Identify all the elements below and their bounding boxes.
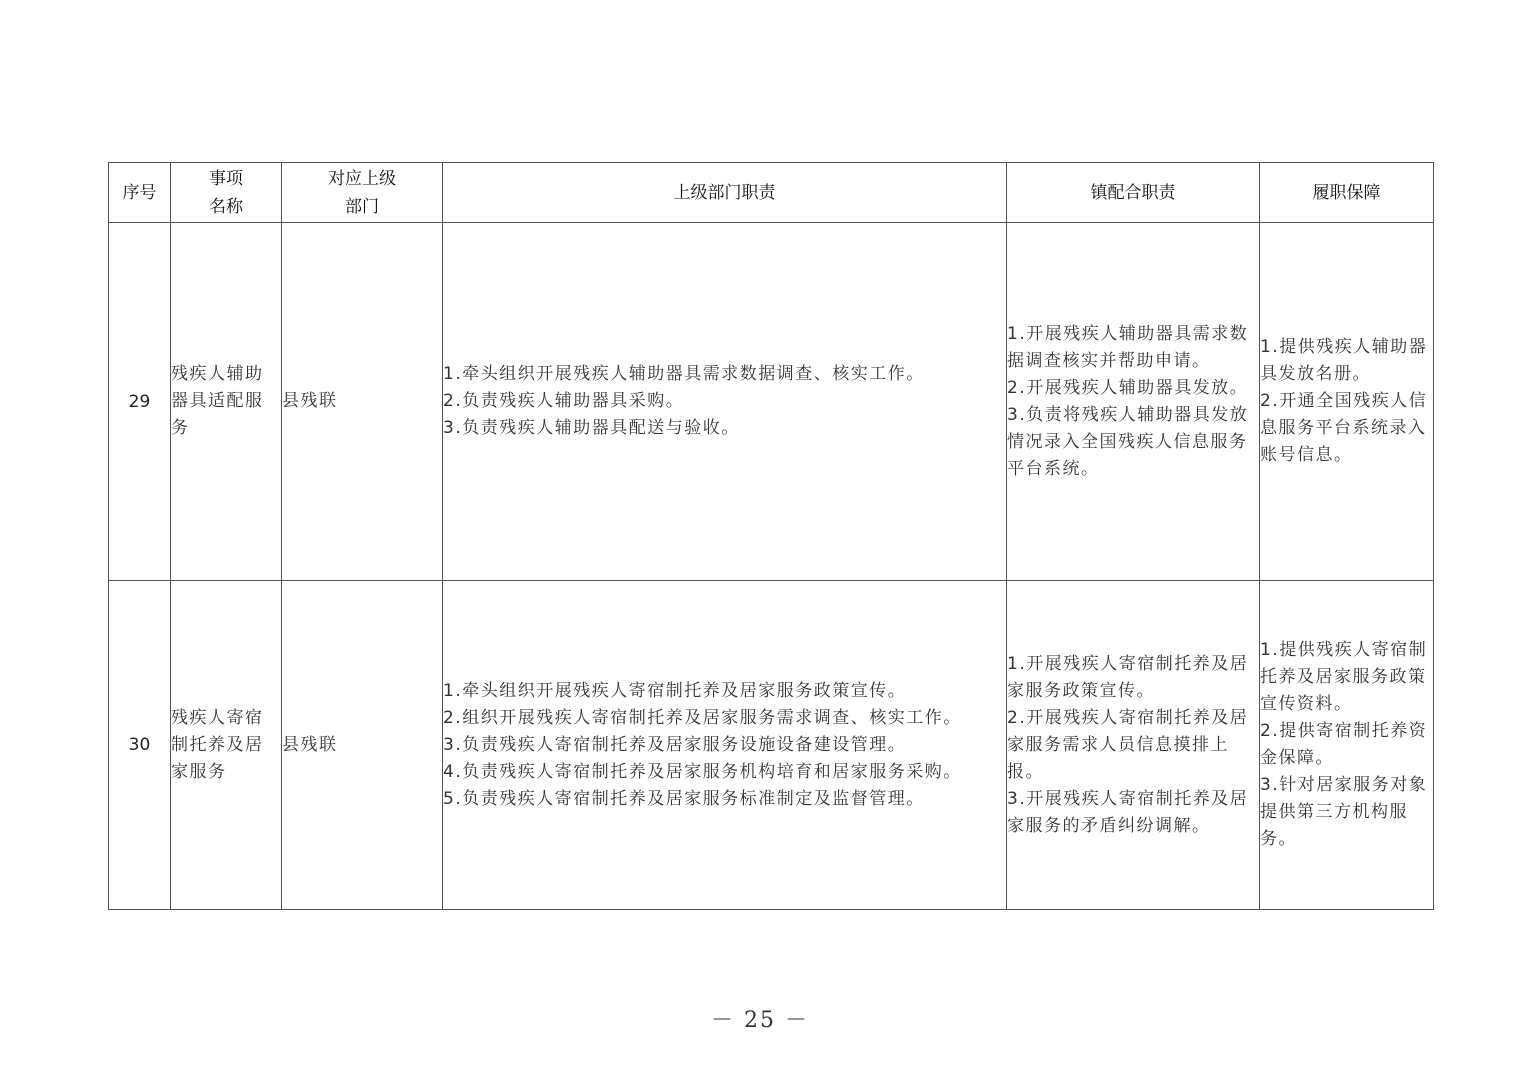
row-seq: 29 xyxy=(109,223,171,581)
table-row xyxy=(109,581,1434,910)
guarantee-item: 1.提供残疾人寄宿制托养及居家服务政策宣传资料。 xyxy=(1260,640,1428,714)
guarantee-item: 3.针对居家服务对象提供第三方机构服务。 xyxy=(1260,775,1428,849)
row-item-name: 残疾人辅助器具适配服务 xyxy=(171,223,282,581)
duty-item: 2.开展残疾人辅助器具发放。 xyxy=(1007,377,1249,398)
row-upper-dept: 县残联 xyxy=(282,223,443,581)
table-row xyxy=(109,223,1434,581)
duty-item: 3.负责残疾人寄宿制托养及居家服务设施设备建设管理。 xyxy=(443,734,907,755)
row-upper-duties xyxy=(443,581,1007,910)
header-upper-dept: 对应上级 部门 xyxy=(282,163,443,223)
page-number: － 25 － xyxy=(711,1008,809,1033)
responsibility-table xyxy=(108,162,1434,910)
row-town-duties xyxy=(1007,581,1260,910)
duty-item: 2.负责残疾人辅助器具采购。 xyxy=(443,391,685,411)
duty-item: 1.开展残疾人寄宿制托养及居家服务政策宣传。 xyxy=(1007,653,1249,701)
guarantee-item: 1.提供残疾人辅助器具发放名册。 xyxy=(1260,337,1428,384)
header-upper-duties: 上级部门职责 xyxy=(443,163,1007,223)
duty-item: 3.负责残疾人辅助器具配送与验收。 xyxy=(443,418,740,438)
duty-item: 3.开展残疾人寄宿制托养及居家服务的矛盾纠纷调解。 xyxy=(1007,788,1249,836)
duty-item: 4.负责残疾人寄宿制托养及居家服务机构培育和居家服务采购。 xyxy=(443,761,962,782)
duty-item: 2.组织开展残疾人寄宿制托养及居家服务需求调查、核实工作。 xyxy=(443,707,962,728)
duty-item: 2.开展残疾人寄宿制托养及居家服务需求人员信息摸排上报。 xyxy=(1007,707,1249,782)
row-upper-dept: 县残联 xyxy=(282,581,443,910)
header-guarantee: 履职保障 xyxy=(1260,163,1434,223)
duty-item: 1.牵头组织开展残疾人寄宿制托养及居家服务政策宣传。 xyxy=(443,680,907,701)
row-town-duties xyxy=(1007,223,1260,581)
guarantee-item: 2.开通全国残疾人信息服务平台系统录入账号信息。 xyxy=(1260,391,1428,465)
row-seq: 30 xyxy=(109,581,171,910)
row-upper-duties xyxy=(443,223,1007,581)
guarantee-item: 2.提供寄宿制托养资金保障。 xyxy=(1260,721,1428,768)
duty-item: 3.负责将残疾人辅助器具发放情况录入全国残疾人信息服务平台系统。 xyxy=(1007,404,1249,479)
header-town-duties: 镇配合职责 xyxy=(1007,163,1260,223)
row-guarantee xyxy=(1260,581,1434,910)
table-header-row xyxy=(109,163,1434,223)
duty-item: 1.开展残疾人辅助器具需求数据调查核实并帮助申请。 xyxy=(1007,323,1249,371)
header-item-name: 事项 名称 xyxy=(171,163,282,223)
header-seq: 序号 xyxy=(109,163,171,223)
duty-item: 5.负责残疾人寄宿制托养及居家服务标准制定及监督管理。 xyxy=(443,788,925,809)
row-item-name: 残疾人寄宿制托养及居家服务 xyxy=(171,581,282,910)
duty-item: 1.牵头组织开展残疾人辅助器具需求数据调查、核实工作。 xyxy=(443,364,925,384)
row-guarantee xyxy=(1260,223,1434,581)
